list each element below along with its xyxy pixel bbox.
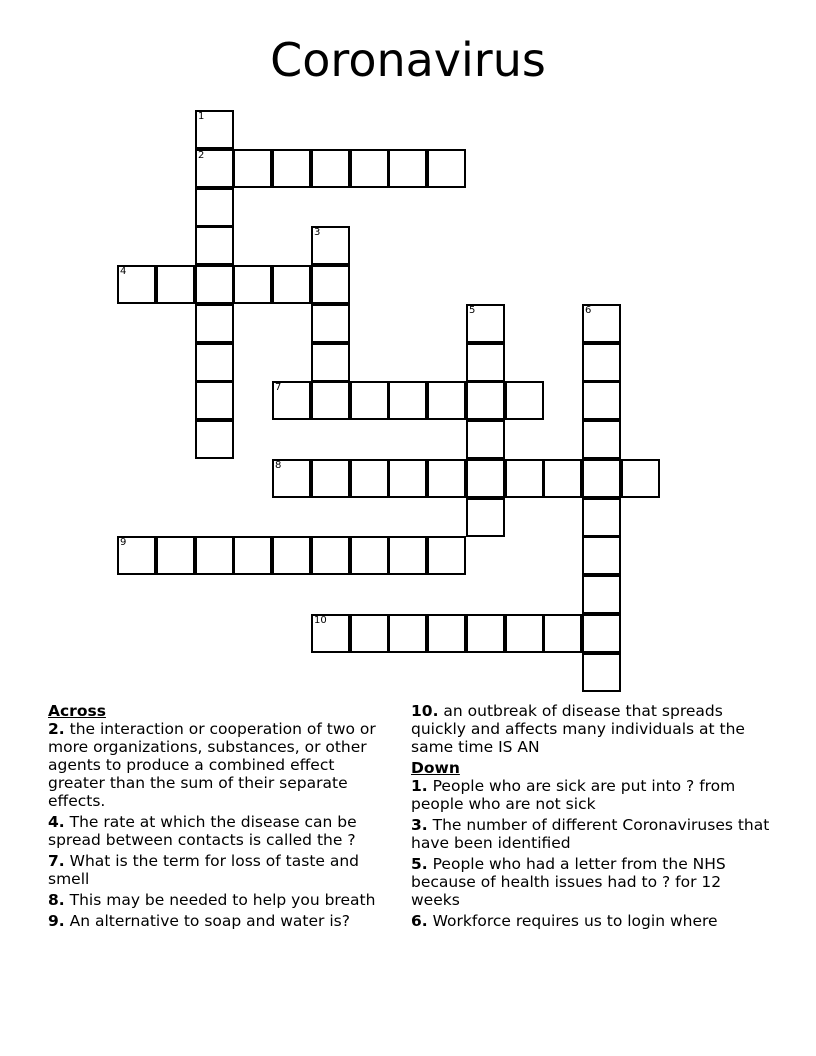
clue-number: 8.: [48, 891, 65, 909]
clue-down-1: [411, 777, 771, 813]
grid-cell[interactable]: [195, 420, 234, 459]
grid-cell[interactable]: [195, 265, 234, 304]
clue-text: an outbreak of disease that spreads quickly and affects many individuals at the same time IS AN: [411, 702, 745, 756]
grid-cell[interactable]: [582, 498, 621, 537]
clue-number: 7.: [48, 852, 65, 870]
grid-cell[interactable]: [582, 653, 621, 692]
grid-cell[interactable]: [543, 614, 582, 653]
grid-cell[interactable]: [272, 459, 311, 498]
grid-cell[interactable]: [272, 149, 311, 188]
grid-cell[interactable]: [427, 149, 466, 188]
grid-cell[interactable]: [466, 459, 505, 498]
across-heading: Across: [48, 702, 106, 720]
grid-cell[interactable]: [582, 420, 621, 459]
clue-number: 3.: [411, 816, 428, 834]
clue-number: 1.: [411, 777, 428, 795]
grid-cell[interactable]: [272, 265, 311, 304]
clue-text: The number of different Coronaviruses that have been identified: [411, 816, 770, 852]
grid-cell[interactable]: [311, 536, 350, 575]
grid-cell[interactable]: [195, 226, 234, 265]
clue-number: 4.: [48, 813, 65, 831]
grid-cell[interactable]: [311, 614, 350, 653]
grid-cell[interactable]: [466, 420, 505, 459]
grid-cell[interactable]: [582, 459, 621, 498]
grid-cell[interactable]: [582, 343, 621, 382]
clue-text: the interaction or cooperation of two or more organizations, substances, or other agents to produce a combined effect greater than the sum of their separate effects.: [48, 720, 376, 810]
grid-cell[interactable]: [233, 265, 272, 304]
clue-number: 2.: [48, 720, 65, 738]
grid-cell[interactable]: [427, 381, 466, 420]
clue-across-2: [48, 720, 378, 810]
clue-text: What is the term for loss of taste and smell: [48, 852, 360, 888]
clue-number: 5.: [411, 855, 428, 873]
grid-cell[interactable]: [311, 226, 350, 265]
grid-cell[interactable]: [156, 265, 195, 304]
grid-cell[interactable]: [195, 110, 234, 149]
grid-cell[interactable]: [156, 536, 195, 575]
grid-cell[interactable]: [195, 343, 234, 382]
cell-number: 9: [120, 537, 127, 548]
cell-number: 10: [314, 615, 327, 626]
grid-cell[interactable]: [466, 343, 505, 382]
puzzle-title: Coronavirus: [270, 33, 546, 87]
grid-cell[interactable]: [582, 575, 621, 614]
grid-cell[interactable]: [350, 459, 389, 498]
grid-cell[interactable]: [117, 265, 156, 304]
clue-number: 9.: [48, 912, 65, 930]
grid-cell[interactable]: [427, 614, 466, 653]
cell-number: 1: [198, 111, 205, 122]
grid-cell[interactable]: [311, 343, 350, 382]
clue-across-8: [48, 891, 378, 909]
grid-cell[interactable]: [311, 459, 350, 498]
clue-text: An alternative to soap and water is?: [69, 912, 350, 930]
clue-text: Workforce requires us to login where: [432, 912, 718, 930]
grid-cell[interactable]: [350, 381, 389, 420]
grid-cell[interactable]: [505, 614, 544, 653]
grid-cell[interactable]: [466, 614, 505, 653]
clue-across-9: [48, 912, 378, 930]
clue-down-6: [411, 912, 771, 930]
cell-number: 4: [120, 266, 127, 277]
down-heading: Down: [411, 759, 460, 777]
clue-down-3: [411, 816, 771, 852]
grid-cell[interactable]: [311, 304, 350, 343]
clue-across-4: [48, 813, 378, 849]
grid-cell[interactable]: [582, 536, 621, 575]
grid-cell[interactable]: [350, 614, 389, 653]
grid-cell[interactable]: [195, 304, 234, 343]
grid-cell[interactable]: [582, 304, 621, 343]
clue-across-7: [48, 852, 378, 888]
grid-cell[interactable]: [233, 149, 272, 188]
cell-number: 3: [314, 227, 321, 238]
grid-cell[interactable]: [233, 536, 272, 575]
clue-text: People who had a letter from the NHS because of health issues had to ? for 12 weeks: [411, 855, 726, 909]
grid-cell[interactable]: [388, 381, 427, 420]
cell-number: 6: [585, 305, 592, 316]
grid-cell[interactable]: [195, 536, 234, 575]
grid-cell[interactable]: [621, 459, 660, 498]
grid-cell[interactable]: [272, 381, 311, 420]
grid-cell[interactable]: [117, 536, 156, 575]
grid-cell[interactable]: [388, 149, 427, 188]
grid-cell[interactable]: [311, 265, 350, 304]
grid-cell[interactable]: [195, 381, 234, 420]
grid-cell[interactable]: [350, 149, 389, 188]
cell-number: 8: [275, 460, 282, 471]
grid-cell[interactable]: [582, 614, 621, 653]
clue-text: This may be needed to help you breath: [69, 891, 376, 909]
grid-cell[interactable]: [388, 614, 427, 653]
clue-across-10: [411, 702, 771, 756]
cell-number: 5: [469, 305, 476, 316]
clue-down-5: [411, 855, 771, 909]
grid-cell[interactable]: [466, 498, 505, 537]
grid-cell[interactable]: [543, 459, 582, 498]
grid-cell[interactable]: [350, 536, 389, 575]
clue-number: 10.: [411, 702, 439, 720]
clue-number: 6.: [411, 912, 428, 930]
grid-cell[interactable]: [427, 536, 466, 575]
clues-right-column: [411, 702, 771, 933]
grid-cell[interactable]: [311, 149, 350, 188]
grid-cell[interactable]: [272, 536, 311, 575]
cell-number: 7: [275, 382, 282, 393]
grid-cell[interactable]: [505, 381, 544, 420]
grid-cell[interactable]: [388, 536, 427, 575]
clue-text: The rate at which the disease can be spread between contacts is called the ?: [48, 813, 357, 849]
grid-cell[interactable]: [388, 459, 427, 498]
clue-text: People who are sick are put into ? from people who are not sick: [411, 777, 736, 813]
cell-number: 2: [198, 150, 205, 161]
grid-cell[interactable]: [195, 188, 234, 227]
grid-cell[interactable]: [582, 381, 621, 420]
grid-cell[interactable]: [505, 459, 544, 498]
grid-cell[interactable]: [311, 381, 350, 420]
grid-cell[interactable]: [427, 459, 466, 498]
grid-cell[interactable]: [466, 381, 505, 420]
clues-left-column: [48, 702, 378, 933]
grid-cell[interactable]: [195, 149, 234, 188]
grid-cell[interactable]: [466, 304, 505, 343]
